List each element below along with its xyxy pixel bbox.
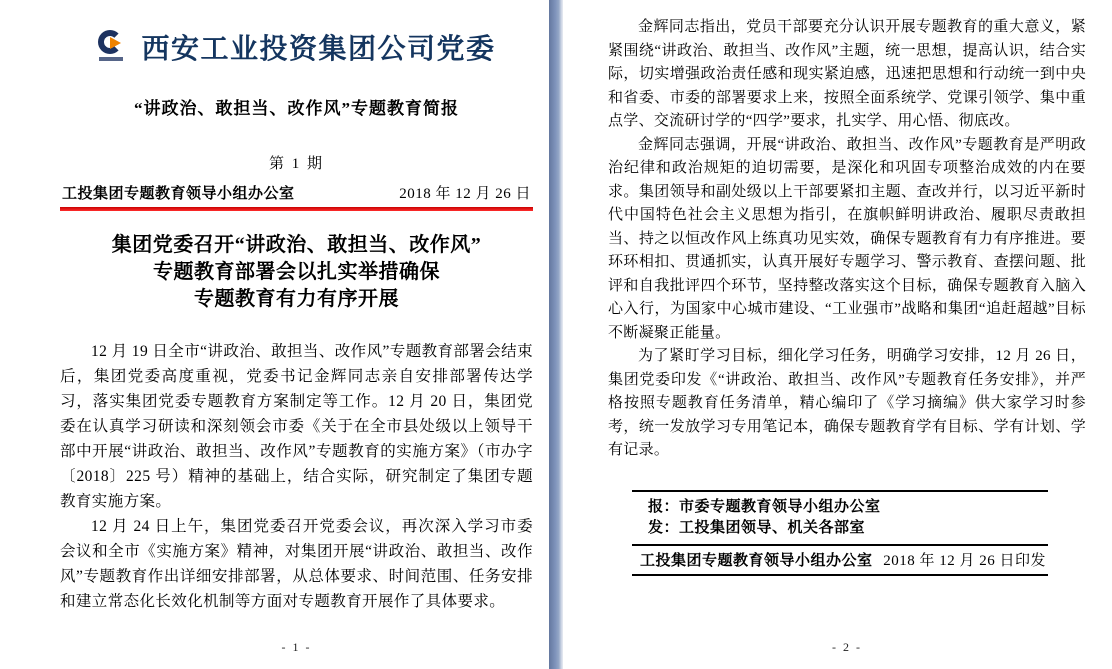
paragraph: 金辉同志指出，党员干部要充分认识开展专题教育的重大意义，紧紧围绕“讲政治、敢担当、改作风”主题，统一思想，提高认识，结合实际，切实增强政治责任感和现实紧迫感，迅速把思想和行动统一到中央和省委、市委的部署要求上来，按照全面系统学、党课引领学、集中重点学、交流研讨学的“四学”要求，扎实学、用心悟、彻底改。	[608, 19, 1086, 129]
paragraph: 为了紧盯学习目标，细化学习任务，明确学习安排，12 月 26 日，集团党委印发《“讲政治、敢担当、改作风”专题教育任务安排》，并严格按照专题教育任务清单，精心编印了《学习摘编》供大家学习时参考，统一发放学习专用笔记本，确保专题教育学有目标、学有计划、学有记录。	[608, 348, 1086, 458]
company-logo-icon	[97, 29, 127, 65]
bulletin-subtitle: “讲政治、敢担当、改作风”专题教育简报	[134, 99, 459, 118]
print-date: 2018 年 12 月 26 日印发	[883, 552, 1046, 569]
document-page-2	[608, 0, 1086, 669]
distribution-footer	[632, 490, 1048, 576]
page-2-body	[608, 16, 1086, 463]
page-1-body	[60, 339, 533, 614]
issue-number: 第 1 期	[268, 156, 324, 172]
paragraph: 12 月 19 日全市“讲政治、敢担当、改作风”专题教育部署会结束后，集团党委高度重视，党委书记金辉同志亲自安排部署传达学习，落实集团党委专题教育方案制定等工作。12 月 20 日，集团党委在认真学习研读和深刻领会市委《关于在全市县处级以上领导干部中开展“讲政治、敢担当、改作风”专题教育的实施方案》（市办字〔2018〕225 号）精神的基础上，结合实际，研究制定了集团专题教育实施方案。	[60, 343, 533, 510]
paragraph: 金辉同志强调，开展“讲政治、敢担当、改作风”专题教育是严明政治纪律和政治规矩的迫切需要，是深化和巩固专项整治成效的内在要求。集团领导和副处级以上干部要紧扣主题、查改并行，以习近平新时代中国特色社会主义思想为指引，在旗帜鲜明讲政治、履职尽责敢担当、持之以恒改作风上练真功见实效，确保专题教育有力有序推进。要环环相扣、贯通抓实，认真开展好专题学习、警示教育、查摆问题、批评和自我批评四个环节，坚持整改落实这个目标，确保专题教育入脑入心入行，为国家中心城市建设、“工业强市”战略和集团“追赶超越”目标不断凝聚正能量。	[608, 136, 1086, 341]
document-page-1	[60, 0, 533, 669]
masthead-meta-row	[60, 182, 533, 203]
page-edge-divider	[549, 0, 563, 669]
print-office: 工投集团专题教育领导小组办公室	[640, 552, 873, 569]
print-info-row	[632, 544, 1048, 574]
headline-line-1: 集团党委召开“讲政治、敢担当、改作风”	[111, 234, 482, 256]
red-divider-rule	[60, 207, 533, 211]
report-to-line: 报：市委专题教育领导小组办公室	[648, 498, 881, 515]
headline-line-3: 专题教育有力有序开展	[194, 288, 399, 310]
masthead	[60, 27, 533, 67]
issuing-office: 工投集团专题教育领导小组办公室	[62, 186, 295, 202]
paragraph: 12 月 24 日上午，集团党委召开党委会议，再次深入学习市委会议和全市《实施方案》精神，对集团开展“讲政治、敢担当、改作风”专题教育作出详细安排部署，从总体要求、时间范围、任务安排和建立常态化长效化机制等方面对专题教育开展作了具体要求。	[60, 518, 533, 610]
page-number-2: - 2 -	[832, 640, 862, 654]
headline-line-2: 专题教育部署会以扎实举措确保	[153, 261, 440, 283]
issue-date: 2018 年 12 月 26 日	[399, 186, 531, 202]
article-headline	[60, 232, 533, 313]
org-title: 西安工业投资集团公司党委	[141, 34, 496, 65]
distribution-lines	[632, 492, 1048, 544]
page-number-1: - 1 -	[281, 640, 312, 654]
distribute-to-line: 发：工投集团领导、机关各部室	[648, 519, 866, 536]
